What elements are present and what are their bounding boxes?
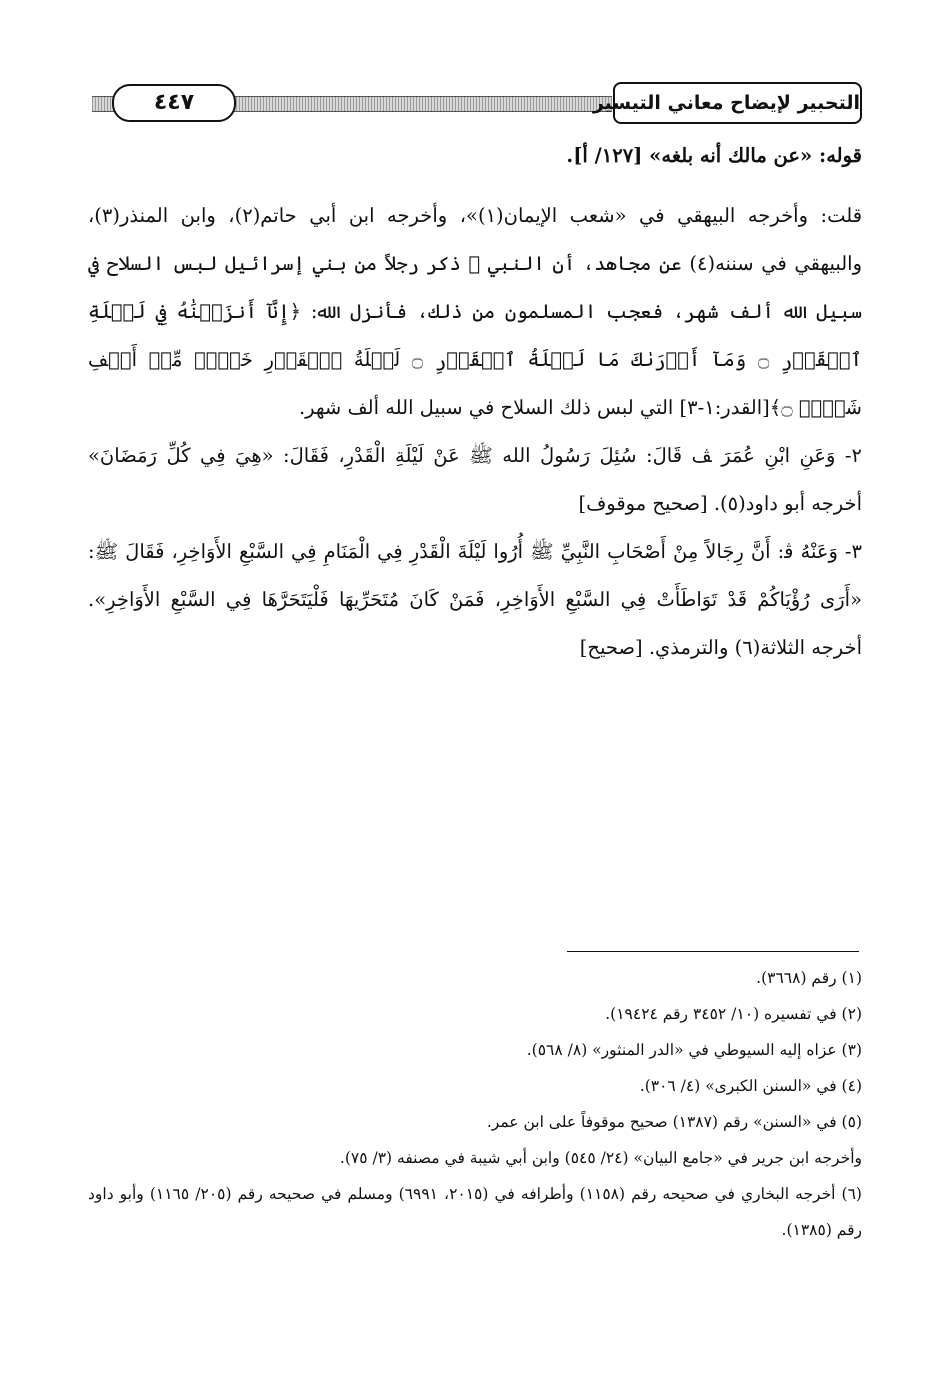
footnote-2: (٢) في تفسيره (١٠/ ٣٤٥٢ رقم ١٩٤٢٤). bbox=[605, 1005, 862, 1023]
commentary-paragraph: قلت: وأخرجه البيهقي في «شعب الإيمان(١)»، وأخرجه ابن أبي حاتم(٢)، وابن المنذر(٣)، والبيهقي في سننه(٤) عن مجاهد، أن النبي ﷺ ذكر رجلاً من بني إسرائيل لبس السلاح في سبيل الله ألف شهر، فعجب المسلمون من ذلك، فأنزل الله: ﴿إِنَّآ أَنزَلۡنَٰهُ فِي لَيۡلَةِ ٱلۡقَدۡرِ ۝ وَمَآ أَدۡرَىٰكَ مَا لَيۡلَةُ ٱلۡقَدۡرِ ۝ لَيۡلَةُ ٱلۡقَدۡرِ خَيۡرٞ مِّنۡ أَلۡفِ شَهۡرٖ ۝﴾[القدر:١-٣] التي لبس ذلك السلاح في سبيل الله ألف شهر. bbox=[88, 204, 863, 419]
page-number: ٤٤٧ bbox=[112, 84, 236, 122]
running-title: التحبير لإيضاح معاني التيسير bbox=[613, 82, 862, 124]
footnote-3: (٣) عزاه إليه السيوطي في «الدر المنثور» (٨/ ٥٦٨). bbox=[526, 1041, 862, 1059]
hadith-2: ٢- وَعَنِ ابْنِ عُمَرَ ﭫ قَالَ: سُئِلَ رَسُولُ الله ﷺ عَنْ لَيْلَةِ الْقَدْرِ، فَقَالَ: «هِيَ فِي كُلِّ رَمَضَانَ» أخرجه أبو داود(٥). [صحيح موقوف] bbox=[88, 444, 862, 515]
intro-line: قوله: «عن مالك أنه بلغه» [١٢٧/ أ]. bbox=[566, 144, 862, 167]
footnote-4: (٤) في «السنن الكبرى» (٤/ ٣٠٦). bbox=[639, 1077, 862, 1095]
footnote-1: (١) رقم (٣٦٦٨). bbox=[756, 969, 862, 987]
footnote-5-continued: وأخرجه ابن جرير في «جامع البيان» (٢٤/ ٥٤٥) وابن أبي شيبة في مصنفه (٣/ ٧٥). bbox=[339, 1149, 862, 1167]
main-text bbox=[88, 134, 862, 672]
page-header bbox=[92, 82, 862, 128]
footnote-5: (٥) في «السنن» رقم (١٣٨٧) صحيح موقوفاً على ابن عمر. bbox=[486, 1113, 862, 1131]
hadith-3: ٣- وَعَنْهُ ﭬ: أَنَّ رِجَالاً مِنْ أَصْحَابِ النَّبِيِّ ﷺ أُرُوا لَيْلَةَ الْقَدْرِ فِي الْمَنَامِ فِي السَّبْعِ الأَوَاخِرِ، فَقَالَ ﷺ: «أَرَى رُؤْيَاكُمْ قَدْ تَوَاطَأَتْ فِي السَّبْعِ الأَوَاخِرِ، فَمَنْ كَانَ مُتَحَرِّيهَا فَلْيَتَحَرَّهَا فِي السَّبْعِ الأَوَاخِرِ». أخرجه الثلاثة(٦) والترمذي. [صحيح] bbox=[88, 540, 862, 659]
footnote-6: (٦) أخرجه البخاري في صحيحه رقم (١١٥٨) وأطرافه في (٢٠١٥، ٦٩٩١) ومسلم في صحيحه رقم (٢٠٥/ ١١٦٥) وأبو داود رقم (١٣٨٥). bbox=[88, 1185, 862, 1239]
footnotes bbox=[88, 960, 862, 1248]
footnote-divider bbox=[567, 951, 859, 952]
